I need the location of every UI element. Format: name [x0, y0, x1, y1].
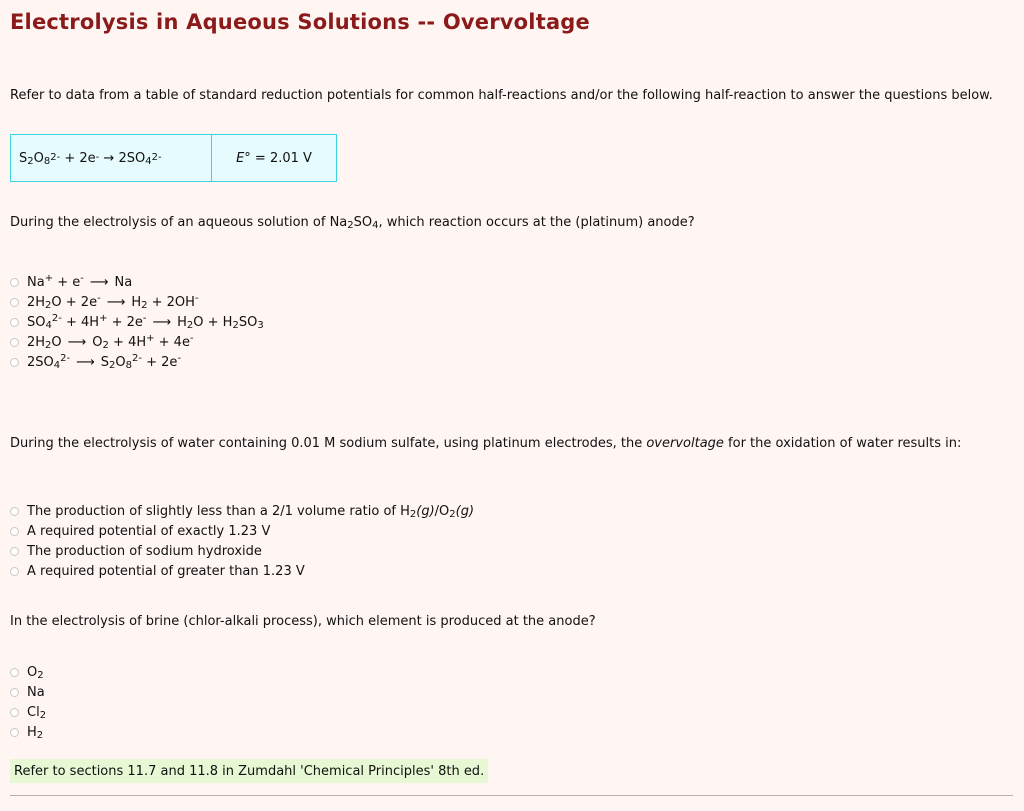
- page-title: Electrolysis in Aqueous Solutions -- Overvoltage: [10, 10, 590, 34]
- eq-product: $2SO_4$: [118, 150, 152, 167]
- radio-button[interactable]: [10, 358, 19, 367]
- q3-option-2[interactable]: [10, 682, 46, 702]
- q2-emphasis: overvoltage: [646, 436, 724, 451]
- q2-option-2-label: A required potential of exactly 1.23 V: [27, 523, 271, 539]
- q2-option-3-label: The production of sodium hydroxide: [27, 543, 262, 559]
- half-reaction-equation: $S_2O_8$ 2- + 2e - → $2SO_4$ 2-: [11, 135, 212, 181]
- q1-text-after: , which reaction occurs at the (platinum) anode?: [378, 215, 695, 230]
- q1-option-5[interactable]: [10, 352, 264, 372]
- q1-option-4-label: $2H_2O$ ⟶ $O_2 + 4H^+ + 4e^-$: [27, 332, 194, 351]
- radio-button[interactable]: [10, 527, 19, 536]
- q3-option-1[interactable]: [10, 662, 46, 682]
- q2-option-4[interactable]: [10, 561, 474, 581]
- q1-option-3-label: $SO_4^{2-} + 4H^+ + 2e^-$ ⟶ $H_2O + H_2SO_3$: [27, 312, 264, 331]
- question-3: In the electrolysis of brine (chlor-alkali process), which element is produced at the anode?: [10, 614, 596, 629]
- q3-option-2-label: Na: [27, 684, 45, 700]
- potential-value: E° = 2.01 V: [236, 150, 312, 166]
- radio-button[interactable]: [10, 567, 19, 576]
- radio-button[interactable]: [10, 507, 19, 516]
- radio-button[interactable]: [10, 318, 19, 327]
- half-reaction-box: [10, 134, 337, 182]
- radio-button[interactable]: [10, 728, 19, 737]
- q3-option-1-label: $O_2$: [27, 664, 44, 681]
- q1-option-1-label: Na+ + e- ⟶ Na: [27, 272, 133, 290]
- q1-sub2: 4: [372, 220, 379, 231]
- reference-note: Refer to sections 11.7 and 11.8 in Zumdahl 'Chemical Principles' 8th ed.: [10, 759, 488, 783]
- horizontal-rule: [10, 795, 1013, 796]
- intro-text: Refer to data from a table of standard reduction potentials for common half-reactions and/or the following half-reaction to answer the questions below.: [10, 88, 993, 103]
- q2-option-2[interactable]: [10, 521, 474, 541]
- q3-option-3-label: $Cl_2$: [27, 704, 47, 721]
- eq-plus-2e: + 2e: [64, 150, 96, 166]
- q2-text-after: for the oxidation of water results in:: [723, 436, 962, 451]
- radio-button[interactable]: [10, 688, 19, 697]
- radio-button[interactable]: [10, 668, 19, 677]
- question-2-options: [10, 501, 474, 581]
- question-1: [10, 213, 1000, 232]
- radio-button[interactable]: [10, 708, 19, 717]
- standard-potential: [212, 135, 336, 181]
- q2-text-before: During the electrolysis of water containing 0.01 M sodium sulfate, using platinum electrodes, the: [10, 436, 647, 451]
- q1-mid: SO: [353, 215, 373, 230]
- radio-button[interactable]: [10, 278, 19, 287]
- radio-button[interactable]: [10, 547, 19, 556]
- q3-option-3[interactable]: [10, 702, 46, 722]
- question-3-options: [10, 662, 46, 742]
- q1-option-3[interactable]: [10, 312, 264, 332]
- q3-option-4[interactable]: [10, 722, 46, 742]
- q1-option-5-label: $2SO_4^{2-}$ ⟶ $S_2O_8^{2-} + 2e^-$: [27, 352, 182, 371]
- question-1-options: [10, 272, 264, 372]
- q2-option-3[interactable]: [10, 541, 474, 561]
- q1-option-2[interactable]: [10, 292, 264, 312]
- q1-option-4[interactable]: [10, 332, 264, 352]
- q1-option-1[interactable]: [10, 272, 264, 292]
- q2-option-1-label: The production of slightly less than a 2/1 volume ratio of $H_2(g)/O_2(g)$: [27, 503, 475, 520]
- q2-option-1[interactable]: [10, 501, 474, 521]
- q1-sub1: 2: [347, 220, 354, 231]
- radio-button[interactable]: [10, 338, 19, 347]
- question-2: [10, 434, 1000, 453]
- q1-text-before: During the electrolysis of an aqueous solution of Na: [10, 215, 348, 230]
- eq-s2o8: $S_2O_8$: [19, 150, 51, 167]
- q3-option-4-label: $H_2$: [27, 724, 44, 741]
- q2-option-4-label: A required potential of greater than 1.23 V: [27, 563, 305, 579]
- eq-arrow: →: [103, 150, 115, 166]
- radio-button[interactable]: [10, 298, 19, 307]
- q1-option-2-label: $2H_2O + 2e^-$ ⟶ $H_2 + 2OH^-$: [27, 292, 199, 311]
